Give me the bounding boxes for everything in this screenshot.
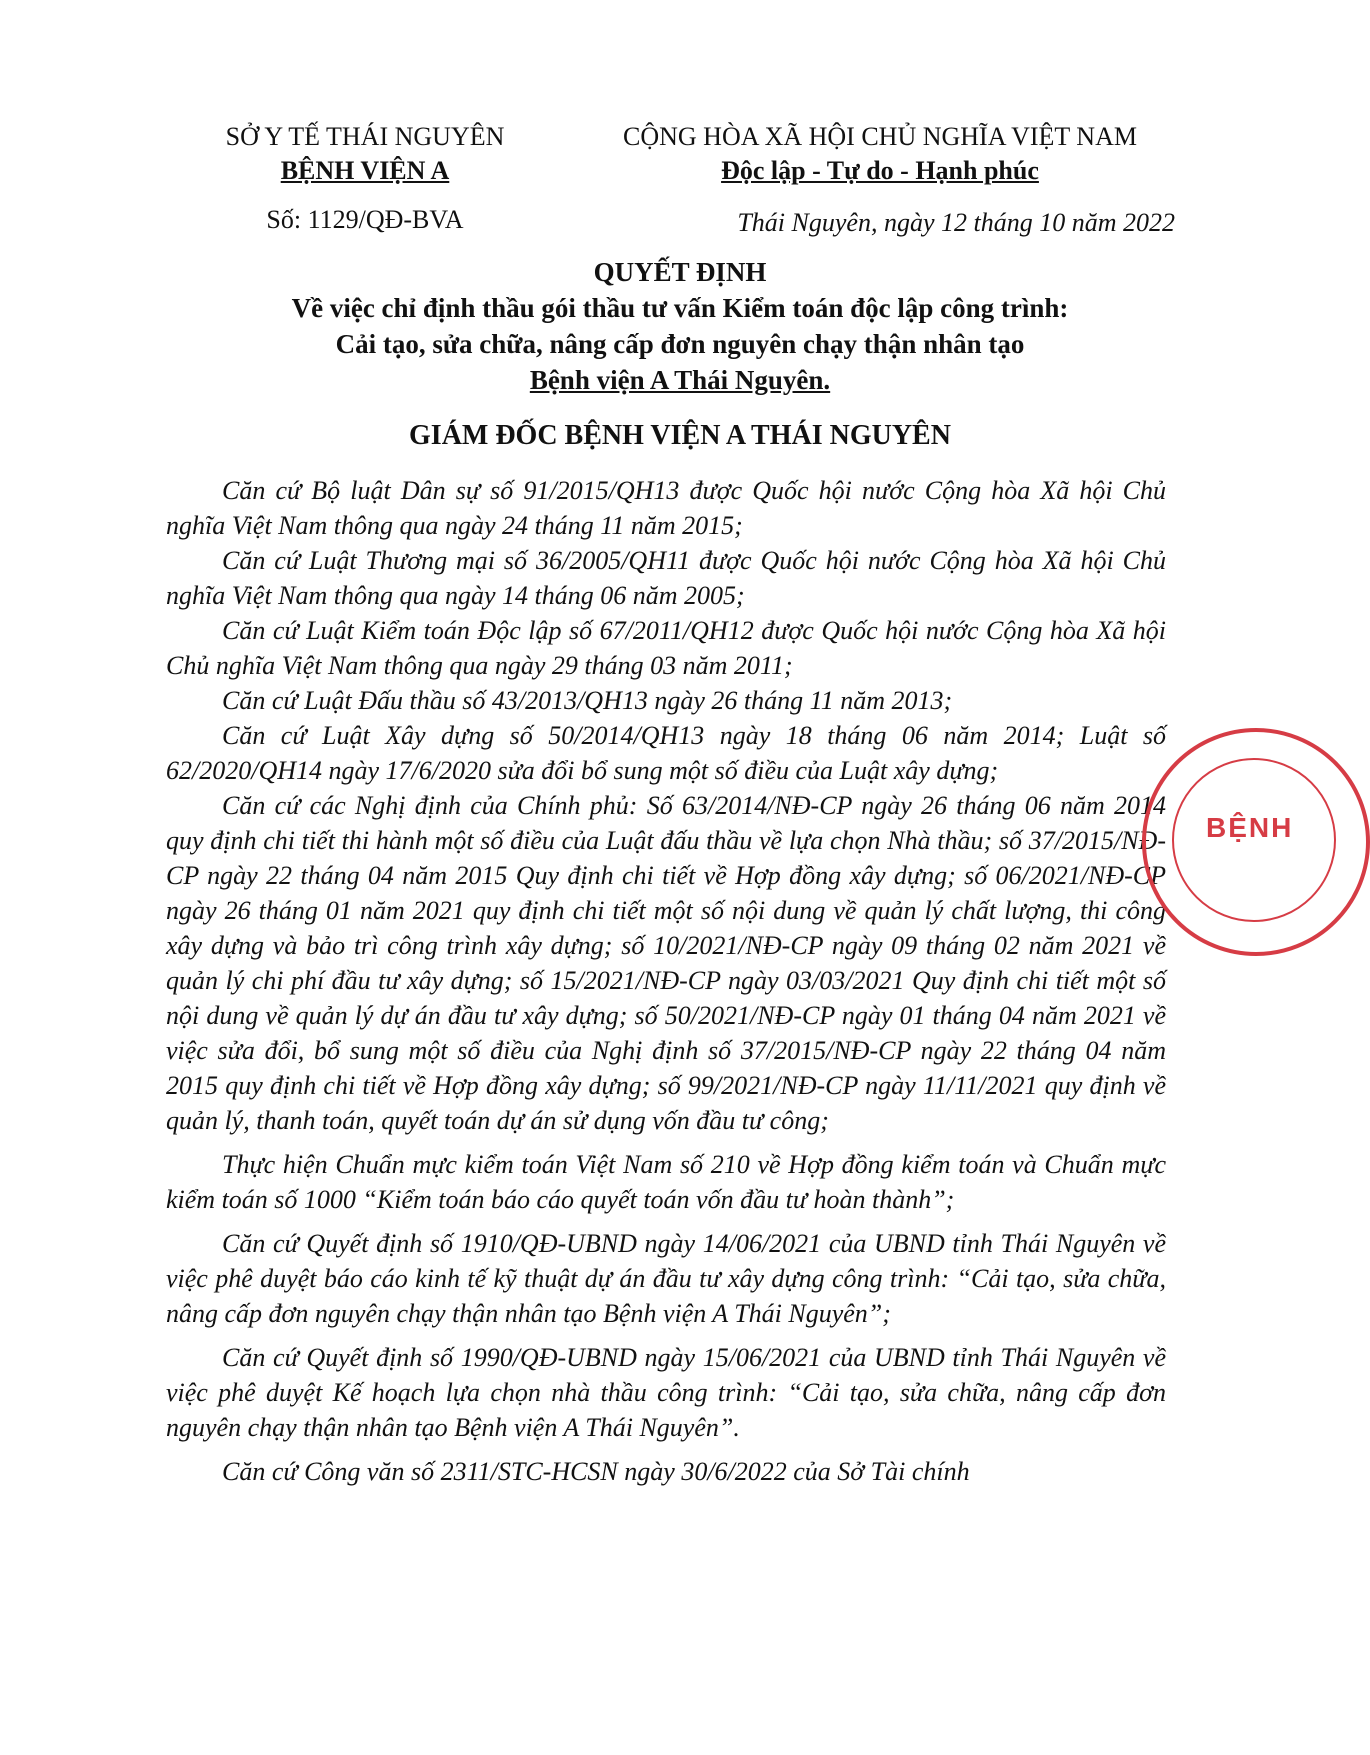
title-heading: QUYẾT ĐỊNH xyxy=(593,257,767,287)
paragraph: Căn cứ Luật Thương mại số 36/2005/QH11 được Quốc hội nước Cộng hòa Xã hội Chủ nghĩa Việt Nam thông qua ngày 14 tháng 06 năm 2005; xyxy=(166,546,1166,610)
seal-text: BỆNH xyxy=(1206,812,1294,843)
title-subject-line-2: Cải tạo, sửa chữa, nâng cấp đơn nguyên chạy thận nhân tạo xyxy=(335,329,1025,359)
paragraph: Căn cứ Bộ luật Dân sự số 91/2015/QH13 được Quốc hội nước Cộng hòa Xã hội Chủ nghĩa Việt Nam thông qua ngày 24 tháng 11 năm 2015; xyxy=(166,476,1166,540)
document-body xyxy=(166,473,1166,1489)
title-subject-line-1: Về việc chỉ định thầu gói thầu tư vấn Kiểm toán độc lập công trình: xyxy=(291,293,1069,323)
paragraph: Thực hiện Chuẩn mực kiểm toán Việt Nam số 210 về Hợp đồng kiểm toán và Chuẩn mực kiểm toán số 1000 “Kiểm toán báo cáo quyết toán vốn đầu tư hoàn thành”; xyxy=(166,1150,1166,1214)
paragraph: Căn cứ Luật Kiểm toán Độc lập số 67/2011/QH12 được Quốc hội nước Cộng hòa Xã hội Chủ nghĩa Việt Nam thông qua ngày 29 tháng 03 năm 2011; xyxy=(166,616,1166,680)
paragraph: Căn cứ Luật Đấu thầu số 43/2013/QH13 ngày 26 tháng 11 năm 2013; xyxy=(222,686,953,715)
hospital-name: BỆNH VIỆN A xyxy=(280,156,450,185)
national-motto xyxy=(600,120,1160,188)
paragraph: Căn cứ Công văn số 2311/STC-HCSN ngày 30/6/2022 của Sở Tài chính xyxy=(222,1457,970,1486)
document-number: Số: 1129/QĐ-BVA xyxy=(266,205,464,234)
paragraph: Căn cứ Luật Xây dựng số 50/2014/QH13 ngày 18 tháng 06 năm 2014; Luật số 62/2020/QH14 ngày 17/6/2020 sửa đổi bổ sung một số điều của Luật xây dựng; xyxy=(166,721,1166,785)
director-title: GIÁM ĐỐC BỆNH VIỆN A THÁI NGUYÊN xyxy=(409,420,951,451)
motto: Độc lập - Tự do - Hạnh phúc xyxy=(721,156,1039,185)
issuing-organization xyxy=(200,120,530,188)
department-name: SỞ Y TẾ THÁI NGUYÊN xyxy=(225,122,505,151)
official-seal xyxy=(1142,728,1370,956)
title-subject-line-3: Bệnh viện A Thái Nguyên. xyxy=(529,365,831,395)
decision-title xyxy=(180,254,1180,398)
paragraph: Căn cứ Quyết định số 1990/QĐ-UBND ngày 15/06/2021 của UBND tỉnh Thái Nguyên về việc phê duyệt Kế hoạch lựa chọn nhà thầu công trình: “Cải tạo, sửa chữa, nâng cấp đơn nguyên chạy thận nhân tạo Bệnh viện A Thái Nguyên”. xyxy=(166,1343,1166,1442)
paragraph: Căn cứ Quyết định số 1910/QĐ-UBND ngày 14/06/2021 của UBND tỉnh Thái Nguyên về việc phê duyệt báo cáo kinh tế kỹ thuật dự án đầu tư xây dựng công trình: “Cải tạo, sửa chữa, nâng cấp đơn nguyên chạy thận nhân tạo Bệnh viện A Thái Nguyên”; xyxy=(166,1229,1166,1328)
place-and-date: Thái Nguyên, ngày 12 tháng 10 năm 2022 xyxy=(737,208,1175,237)
paragraph: Căn cứ các Nghị định của Chính phủ: Số 63/2014/NĐ-CP ngày 26 tháng 06 năm 2014 quy định chi tiết thi hành một số điều của Luật đấu thầu về lựa chọn Nhà thầu; số 37/2015/NĐ-CP ngày 22 tháng 04 năm 2015 Quy định chi tiết về Hợp đồng xây dựng; số 06/2021/NĐ-CP ngày 26 tháng 01 năm 2021 quy định chi tiết một số nội dung về quản lý chất lượng, thi công xây dựng và bảo trì công trình xây dựng; số 10/2021/NĐ-CP ngày 09 tháng 02 năm 2021 về quản lý chi phí đầu tư xây dựng; số 15/2021/NĐ-CP ngày 03/03/2021 Quy định chi tiết một số nội dung về quản lý dự án đầu tư xây dựng; số 50/2021/NĐ-CP ngày 01 tháng 04 năm 2021 về việc sửa đổi, bổ sung một số điều của Nghị định số 37/2015/NĐ-CP ngày 22 tháng 04 năm 2015 quy định chi tiết về Hợp đồng xây dựng; số 99/2021/NĐ-CP ngày 11/11/2021 quy định về quản lý, thanh toán, quyết toán dự án sử dụng vốn đầu tư công; xyxy=(166,791,1166,1135)
country-name: CỘNG HÒA XÃ HỘI CHỦ NGHĨA VIỆT NAM xyxy=(623,122,1137,151)
